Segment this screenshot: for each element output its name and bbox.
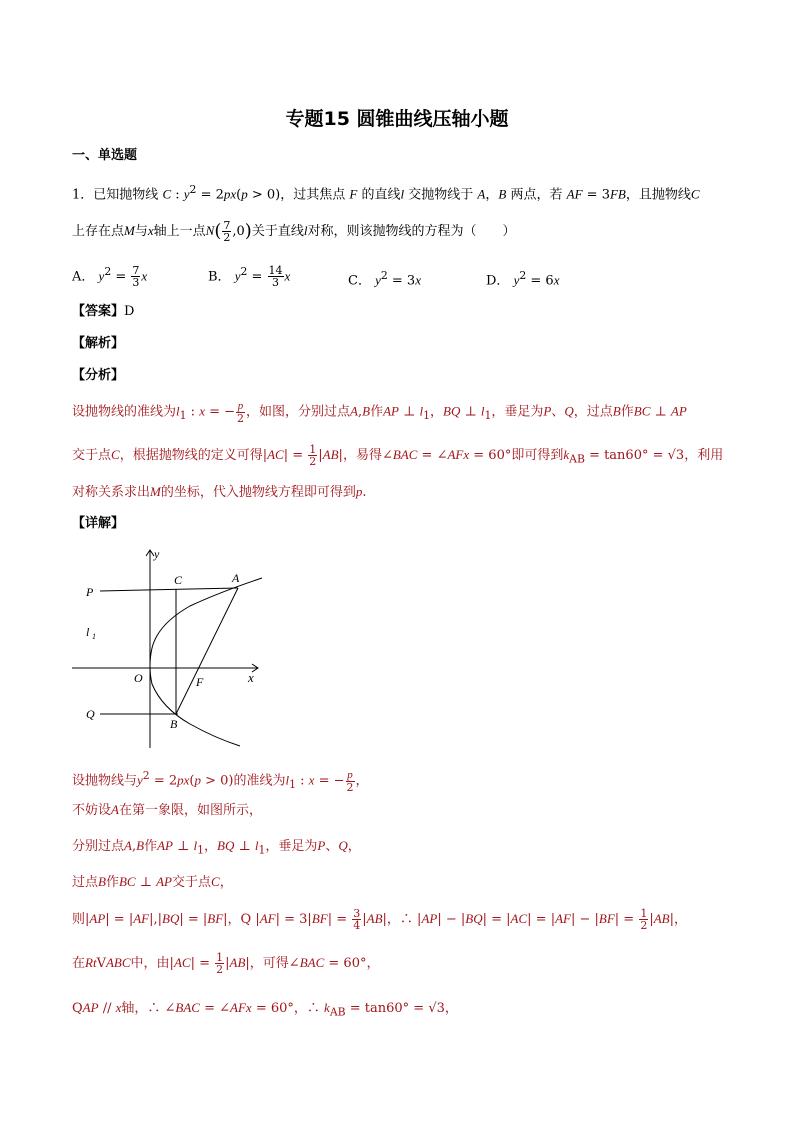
svg-text:1: 1 [92, 632, 96, 641]
detail-line-6: 在RtVABC中，由|AC| = $\frac{1}{2}$ |AB|，可得∠BAC = 60°， [72, 951, 380, 976]
label-y: y [154, 547, 160, 561]
detail-line-4: 过点B作BC ⊥ AP交于点C， [72, 874, 233, 890]
label-c: C [174, 573, 183, 587]
option-c[interactable]: C． $y^2 = 3x$ [348, 269, 421, 289]
parabola-curve [150, 578, 262, 746]
label-f: F [196, 675, 204, 689]
label-b: B [170, 717, 178, 731]
label-a: A [232, 571, 240, 585]
chord-ab [176, 588, 238, 714]
detail-line-1: 设抛物线与$y^2 = 2px(p > 0)$的准线为$l_1$ : x = − $\frac{p}{2}$ ， [72, 768, 369, 794]
page-title: 专题15 圆锥曲线压轴小题 [285, 108, 509, 130]
label-o: O [134, 671, 143, 685]
jiexi-heading: 【解析】 [72, 336, 125, 351]
analysis-line-2: 交于点C，根据抛物线的定义可得|AC| = $\frac{1}{2}$ |AB|，易得∠BAC = ∠AFx = 60°即可得到$k_{AB} = \tan 60^\circ = √3$，利用 [72, 443, 724, 468]
xiangjie-heading: 【详解】 [72, 516, 125, 531]
fenxi-heading: 【分析】 [72, 368, 125, 383]
analysis-line-1: 设抛物线的准线为$l_1$ : x = − $\frac{p}{2}$ ，如图，分别过点A,B作AP ⊥ $l_1$，BQ ⊥ $l_1$，垂足为P、Q，过点B作BC ⊥ AP [72, 400, 687, 425]
answer-line: 【答案】D [72, 304, 135, 319]
option-a[interactable]: A． $y^2$ = $\frac{7}{3}$ x [72, 264, 148, 290]
question-line-2: 上存在点M与x轴上一点N( $\frac{7}{2}$ ,0)关于直线l对称，则该抛物线的方程为（ ） [72, 219, 516, 244]
detail-line-3: 分别过点A,B作AP ⊥ $l_1$，BQ ⊥ $l_1$，垂足为P、Q， [72, 838, 361, 857]
line-pa [100, 588, 238, 591]
option-b[interactable]: B． $y^2$ = $\frac{14}{3}$ x [208, 264, 291, 290]
analysis-line-3: 对称关系求出M的坐标，代入抛物线方程即可得到p. [72, 484, 367, 500]
question-line-1: 1．已知抛物线 C : $y^2 = 2px(p > 0)$，过其焦点 F 的直线l 交抛物线于 A，B 两点，若 AF = 3FB，且抛物线C [72, 183, 700, 203]
detail-line-5: 则|AP| = |AF|,|BQ| = |BF|，Q |AF| = 3|BF| = $\frac{3}{4}$ |AB|，∴ |AP| − |BQ| = |AC| = |AF| − |BF| = $\frac{1}{2}$ |AB|， [72, 907, 687, 932]
parabola-figure [70, 544, 270, 750]
detail-line-7: QAP // x轴，∴ ∠BAC = ∠AFx = 60°，∴ $k_{AB} = \tan 60^\circ = √3$， [72, 1000, 458, 1019]
label-x: x [248, 670, 254, 685]
label-q: Q [86, 707, 95, 721]
label-l1: l [86, 625, 90, 639]
option-d[interactable]: D． $y^2 = 6x$ [486, 269, 560, 289]
label-p: P [86, 585, 94, 599]
detail-line-2: 不妨设A在第一象限，如图所示， [72, 802, 262, 818]
section-heading: 一、单选题 [72, 148, 138, 163]
